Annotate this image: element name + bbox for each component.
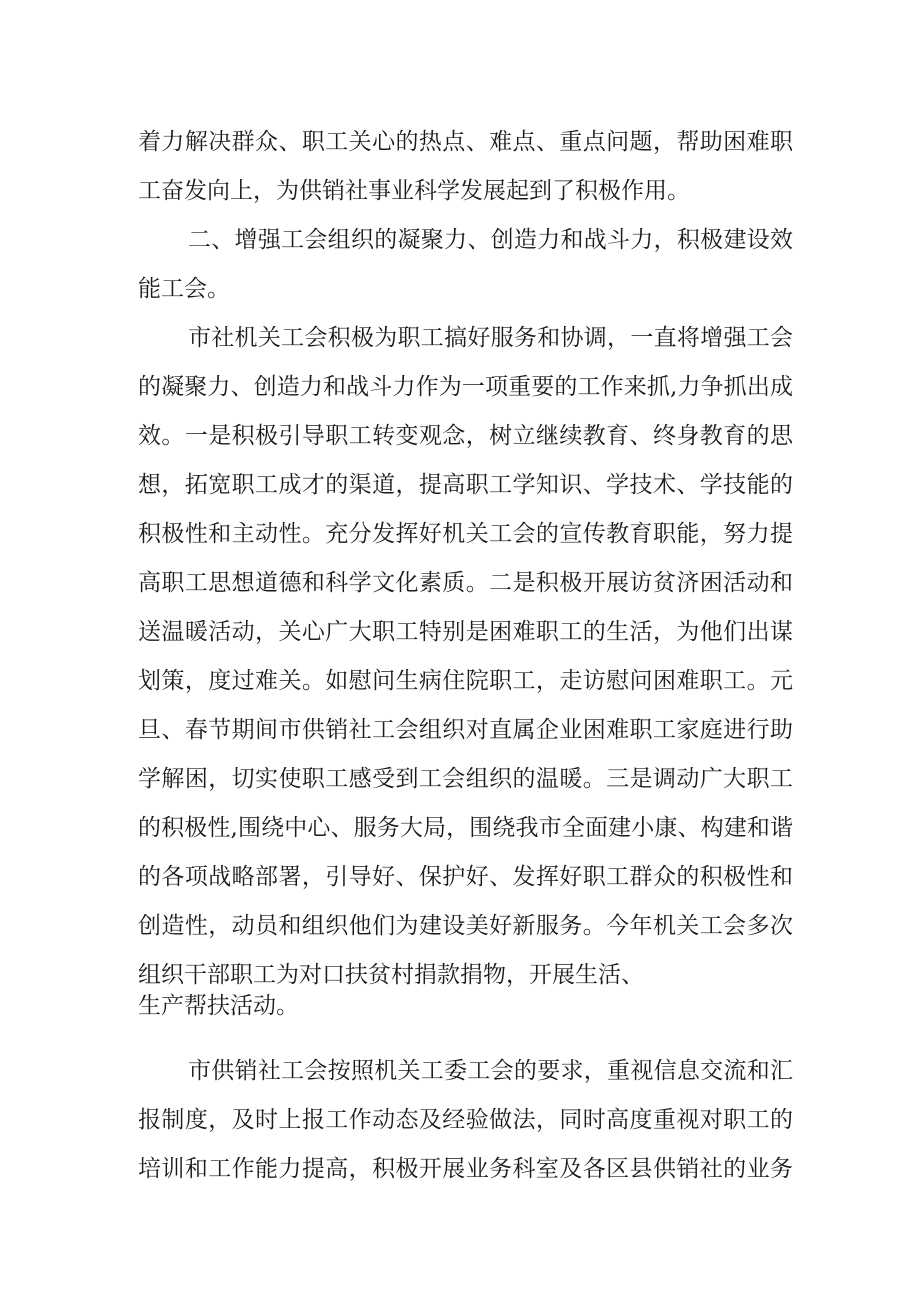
text-line: 高职工思想道德和科学文化素质。二是积极开展访贫济困活动和 <box>138 570 793 596</box>
text-line: 积极性和主动性。充分发挥好机关工会的宣传教育职能，努力提 <box>138 521 793 547</box>
text-line: 着力解决群众、职工关心的热点、难点、重点问题，帮助困难职 <box>138 129 793 155</box>
text-line: 划策，度过难关。如慰问生病住院职工，走访慰问困难职工。元 <box>138 668 793 694</box>
text-line: 送温暖活动，关心广大职工特别是困难职工的生活，为他们出谋 <box>138 619 793 645</box>
text-line: 旦、春节期间市供销社工会组织对直属企业困难职工家庭进行助 <box>138 717 793 743</box>
text-line: 学解困，切实使职工感受到工会组织的温暖。三是调动广大职工 <box>138 766 793 792</box>
text-line: 报制度，及时上报工作动态及经验做法，同时高度重视对职工的 <box>138 1107 793 1133</box>
text-line: 的凝聚力、创造力和战斗力作为一项重要的工作来抓,力争抓出成 <box>138 374 793 400</box>
section-heading-line: 能工会。 <box>138 276 230 302</box>
text-line: 培训和工作能力提高，积极开展业务科室及各区县供销社的业务 <box>138 1156 793 1182</box>
text-line: 的积极性,围绕中心、服务大局，围绕我市全面建小康、构建和谐 <box>138 815 793 841</box>
text-line: 创造性，动员和组织他们为建设美好新服务。今年机关工会多次 <box>138 913 793 939</box>
text-line: 效。一是积极引导职工转变观念，树立继续教育、终身教育的思 <box>138 423 793 449</box>
text-line: 的各项战略部署，引导好、保护好、发挥好职工群众的积极性和 <box>138 864 793 890</box>
text-line: 工奋发向上，为供销社事业科学发展起到了积极作用。 <box>138 178 690 204</box>
section-heading-line: 二、增强工会组织的凝聚力、创造力和战斗力，积极建设效 <box>188 227 793 253</box>
text-line: 市社机关工会积极为职工搞好服务和协调，一直将增强工会 <box>188 325 793 351</box>
text-line: 组织干部职工为对口扶贫村捐款捐物，开展生活、 <box>138 962 644 988</box>
text-line: 想，拓宽职工成才的渠道，提高职工学知识、学技术、学技能的 <box>138 472 793 498</box>
text-line: 市供销社工会按照机关工委工会的要求，重视信息交流和汇 <box>188 1058 793 1084</box>
text-line: 生产帮扶活动。 <box>138 993 299 1019</box>
